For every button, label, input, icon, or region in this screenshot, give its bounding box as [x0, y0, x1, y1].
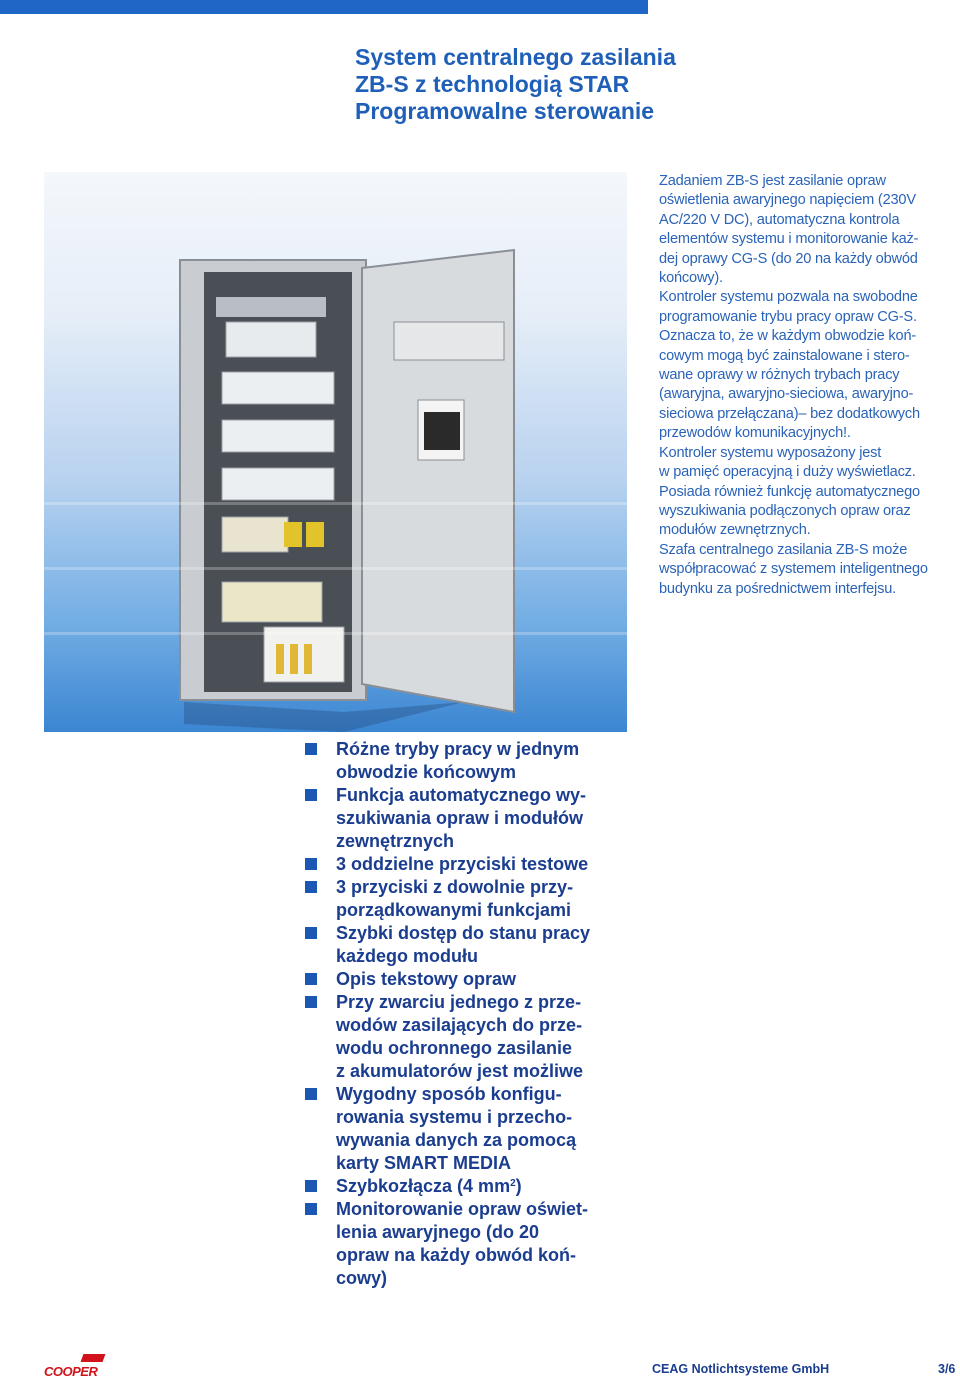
- intro-line: modułów zewnętrznych.: [659, 522, 811, 539]
- feature-item: [305, 991, 635, 1083]
- square-bullet-icon: [305, 996, 317, 1008]
- intro-line: dej oprawy CG-S (do 20 na każdy obwód: [659, 250, 918, 267]
- intro-line: współpracować z systemem inteligentnego: [659, 561, 928, 578]
- square-bullet-icon: [305, 743, 317, 755]
- feature-item: [305, 922, 635, 968]
- feature-line: Różne tryby pracy w jednym: [336, 739, 580, 759]
- feature-item: [305, 1083, 635, 1175]
- feature-line: porządkowanymi funkcjami: [336, 900, 572, 920]
- title-line-2: ZB-S z technologią STAR: [355, 71, 630, 97]
- feature-line: Funkcja automatycznego wy-: [336, 785, 587, 805]
- feature-line: obwodzie końcowym: [336, 762, 517, 782]
- intro-line: Kontroler systemu pozwala na swobodne: [659, 289, 918, 306]
- intro-line: Posiada również funkcję automatycznego: [659, 483, 920, 500]
- feature-item: [305, 968, 635, 991]
- intro-line: oświetlenia awaryjnego napięciem (230V: [659, 192, 916, 209]
- title-line-1: System centralnego zasilania: [355, 44, 676, 70]
- feature-item: [305, 853, 635, 876]
- feature-item: [305, 876, 635, 922]
- feature-line: Opis tekstowy opraw: [336, 969, 517, 989]
- feature-line: Szybkozłącza (4 $mm^2$): [336, 1176, 522, 1196]
- feature-line: 3 oddzielne przyciski testowe: [336, 854, 589, 874]
- feature-line: zewnętrznych: [336, 831, 455, 851]
- square-bullet-icon: [305, 927, 317, 939]
- company-name: CEAG Notlichtsysteme GmbH: [652, 1362, 830, 1376]
- feature-line: Monitorowanie opraw oświet-: [336, 1199, 589, 1219]
- feature-line: lenia awaryjnego (do 20: [336, 1222, 540, 1242]
- feature-line: Przy zwarciu jednego z prze-: [336, 992, 582, 1012]
- feature-item: [305, 738, 635, 784]
- intro-line: wane oprawy w różnych trybach pracy: [659, 367, 900, 384]
- square-bullet-icon: [305, 1088, 317, 1100]
- feature-line: wodów zasilających do prze-: [336, 1015, 583, 1035]
- intro-line: programowanie trybu pracy opraw CG-S.: [659, 308, 917, 325]
- intro-line: Szafa centralnego zasilania ZB-S może: [659, 541, 908, 558]
- feature-line: szukiwania opraw i modułów: [336, 808, 584, 828]
- page-title: [355, 44, 755, 125]
- intro-line: Zadaniem ZB-S jest zasilanie opraw: [659, 173, 886, 189]
- intro-line: Oznacza to, że w każdym obwodzie koń-: [659, 328, 917, 345]
- feature-line: opraw na każdy obwód koń-: [336, 1245, 577, 1265]
- intro-line: AC/220 V DC), automatyczna kontrola: [659, 211, 900, 228]
- feature-item: [305, 1175, 635, 1198]
- cooper-logo: [44, 1354, 104, 1380]
- feature-line: 3 przyciski z dowolnie przy-: [336, 877, 574, 897]
- intro-line: Kontroler systemu wyposażony jest: [659, 444, 882, 461]
- feature-line: Wygodny sposób konfigu-: [336, 1084, 562, 1104]
- square-bullet-icon: [305, 858, 317, 870]
- logo-text: COOPER: [44, 1364, 98, 1379]
- intro-line: elementów systemu i monitorowanie każ-: [659, 231, 919, 248]
- power-cabinet-photo: [44, 172, 627, 732]
- feature-line: każdego modułu: [336, 946, 479, 966]
- feature-line: karty SMART MEDIA: [336, 1153, 512, 1173]
- feature-line: rowania systemu i przecho-: [336, 1107, 573, 1127]
- logo-flag-icon: [81, 1354, 106, 1362]
- intro-text: [659, 172, 959, 599]
- feature-line: z akumulatorów jest możliwe: [336, 1061, 584, 1081]
- intro-line: (awaryjna, awaryjno-sieciowa, awaryjno-: [659, 386, 914, 403]
- intro-line: budynku za pośrednictwem interfejsu.: [659, 580, 896, 597]
- intro-line: w pamięć operacyjną i duży wyświetlacz.: [659, 464, 916, 481]
- intro-line: przewodów komunikacyjnych!.: [659, 425, 851, 442]
- top-accent-bar: [0, 0, 648, 14]
- feature-line: wywania danych za pomocą: [336, 1130, 577, 1150]
- superscript: 2: [510, 1178, 516, 1189]
- intro-line: sieciowa przełączana)– bez dodatkowych: [659, 405, 920, 422]
- cabinet-illustration-icon: [44, 172, 627, 732]
- feature-line: Szybki dostęp do stanu pracy: [336, 923, 591, 943]
- feature-line: wodu ochronnego zasilanie: [336, 1038, 573, 1058]
- feature-list: [305, 738, 635, 1290]
- intro-line: cowym mogą być zainstalowane i stero-: [659, 347, 910, 364]
- feature-item: [305, 1198, 635, 1290]
- intro-line: końcowy).: [659, 270, 723, 287]
- page-number: 3/6: [938, 1362, 956, 1376]
- square-bullet-icon: [305, 1180, 317, 1192]
- intro-line: wyszukiwania podłączonych opraw oraz: [659, 502, 911, 519]
- feature-line: cowy): [336, 1268, 388, 1288]
- feature-item: [305, 784, 635, 853]
- title-line-3: Programowalne sterowanie: [355, 98, 655, 124]
- square-bullet-icon: [305, 1203, 317, 1215]
- square-bullet-icon: [305, 881, 317, 893]
- square-bullet-icon: [305, 973, 317, 985]
- square-bullet-icon: [305, 789, 317, 801]
